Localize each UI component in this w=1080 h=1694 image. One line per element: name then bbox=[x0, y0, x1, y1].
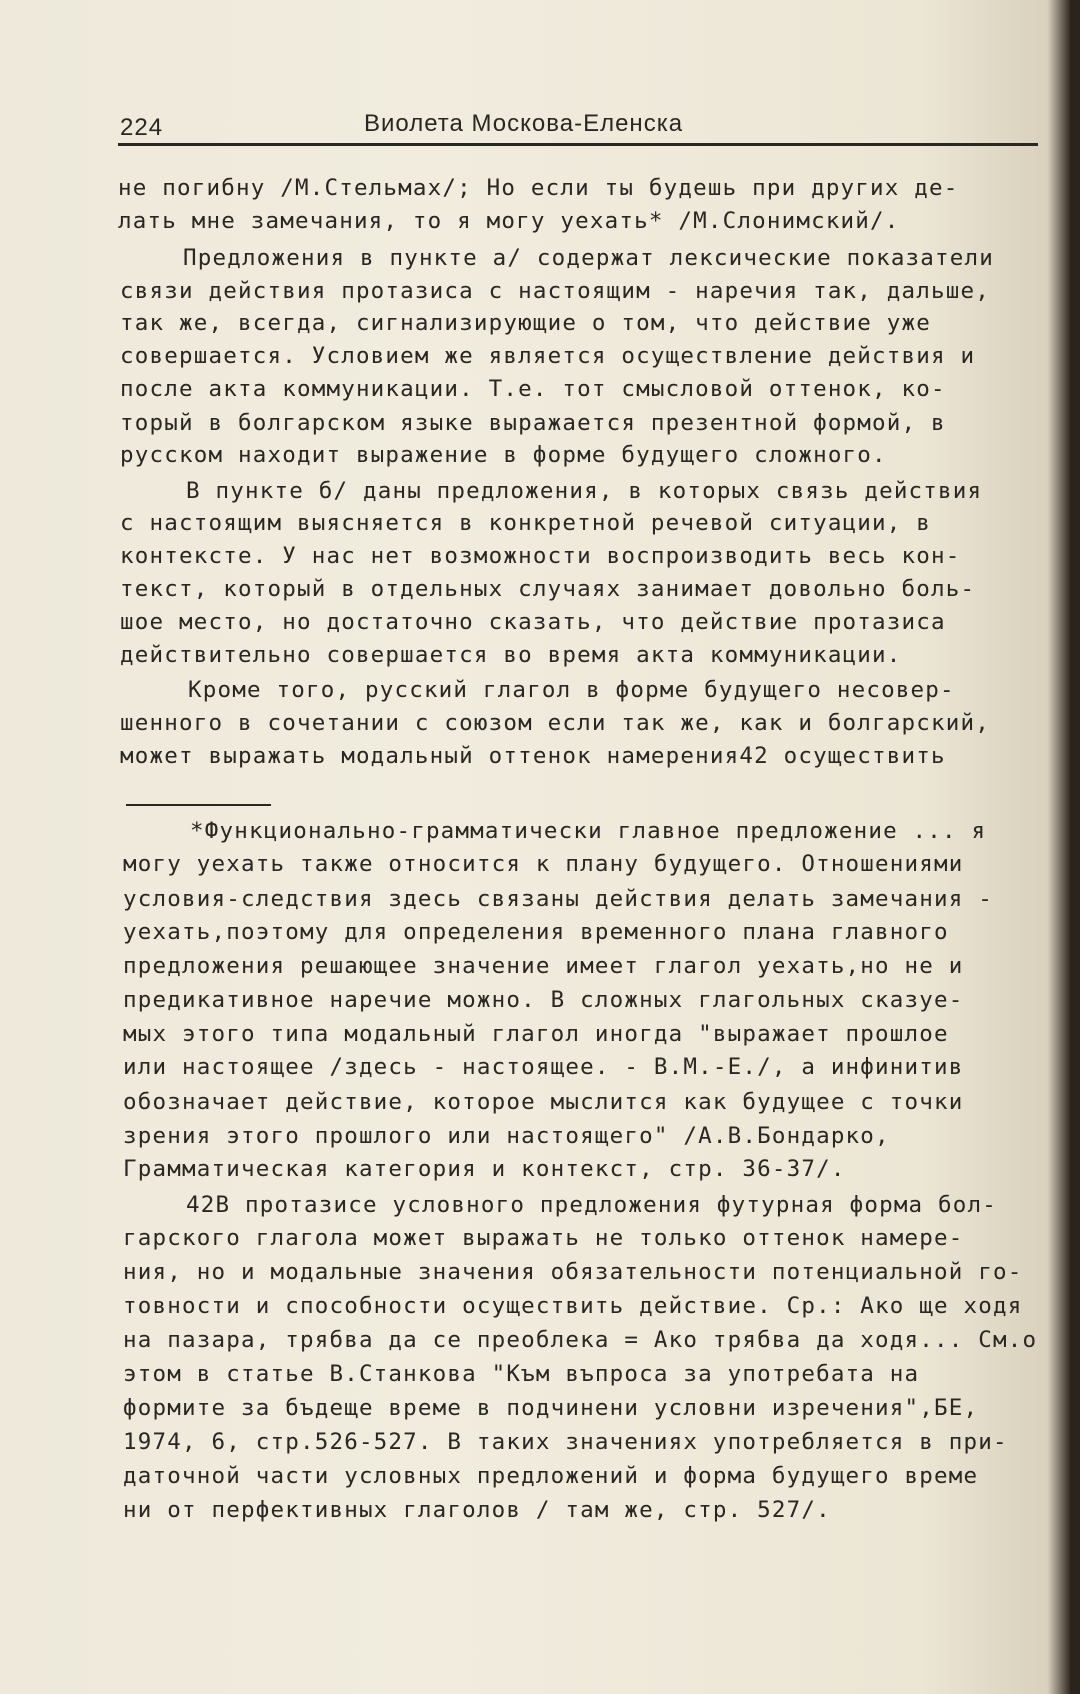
footnote-42-line: даточной части условных предложений и форма будущего време bbox=[123, 1463, 979, 1489]
body-text-line: лать мне замечания, то я могу уехать* /М.Слонимский/. bbox=[118, 208, 900, 234]
body-text-line: контексте. У нас нет возможности воспроизводить весь кон- bbox=[120, 543, 961, 569]
body-text-line: с настоящим выясняется в конкретной речевой ситуации, в bbox=[120, 510, 932, 536]
body-text-line: шое место, но достаточно сказать, что действие протазиса bbox=[120, 609, 946, 635]
body-text-line: текст, который в отдельных случаях занимает довольно боль- bbox=[120, 576, 976, 602]
footnote-star-line: или настоящее /здесь - настоящее. - В.М.-Е./, а инфинитив bbox=[123, 1054, 964, 1080]
running-head: Виолета Москова-Еленска bbox=[364, 110, 684, 137]
body-text-line: В пункте б/ даны предложения, в которых связь действия bbox=[186, 478, 983, 504]
body-text-line: не погибну /М.Стельмах/; Но если ты будешь при других де- bbox=[118, 175, 959, 201]
page-header bbox=[118, 108, 1038, 146]
footnote-42-line: ни от перфективных глаголов / там же, стр. 527/. bbox=[123, 1497, 831, 1523]
footnote-42-line: гарского глагола может выражать не только оттенок намере- bbox=[123, 1225, 964, 1251]
footnote-star-line: обозначает действие, которое мыслится как будущее с точки bbox=[123, 1089, 964, 1115]
body-text-line: может выражать модальный оттенок намерения42 осуществить bbox=[120, 743, 946, 769]
footnote-star-line: предикативное наречие можно. В сложных глагольных сказуе- bbox=[123, 987, 964, 1013]
footnote-star-line: Грамматическая категория и контекст, стр. 36-37/. bbox=[123, 1156, 846, 1182]
footnote-star-line: зрения этого прошлого или настоящего" /А.В.Бондарко, bbox=[123, 1123, 890, 1149]
footnote-star-line: условия-следствия здесь связаны действия делать замечания - bbox=[123, 886, 994, 912]
footnote-42-line: этом в статье В.Станкова "Към въпроса за употребата на bbox=[123, 1361, 920, 1387]
footnote-42-line: 42В протазисе условного предложения футурная форма бол- bbox=[186, 1192, 998, 1218]
book-spine-edge bbox=[1070, 0, 1080, 1694]
footnote-star-line: мых этого типа модальный глагол иногда "выражает прошлое bbox=[123, 1021, 949, 1047]
footnote-42-line: 1974, 6, стр.526-527. В таких значениях употребляется в при- bbox=[123, 1429, 1008, 1455]
page-number: 224 bbox=[120, 114, 164, 141]
body-text-line: действительно совершается во время акта коммуникации. bbox=[120, 642, 902, 668]
footnote-star-line: *Функционально-грамматически главное предложение ... я bbox=[190, 818, 987, 844]
body-text-line: так же, всегда, сигнализирующие о том, что действие уже bbox=[120, 310, 932, 336]
footnote-separator bbox=[126, 804, 271, 806]
footnote-42-line: на пазара, трябва да се преоблека = Ако трябва да ходя... См.о bbox=[123, 1327, 1038, 1353]
body-text-line: после акта коммуникации. Т.е. тот смысловой оттенок, ко- bbox=[120, 376, 946, 402]
footnote-star-line: могу уехать также относится к плану будущего. Отношениями bbox=[123, 851, 964, 877]
body-text-line: связи действия протазиса с настоящим - наречия так, дальше, bbox=[120, 278, 991, 304]
header-rule bbox=[118, 143, 1038, 146]
footnote-star-line: предложения решающее значение имеет глагол уехать,но не и bbox=[123, 953, 964, 979]
footnote-42-line: ния, но и модальные значения обязательности потенциальной го- bbox=[123, 1259, 1023, 1285]
body-text-line: шенного в сочетании с союзом если так же, как и болгарский, bbox=[120, 710, 991, 736]
footnote-42-line: формите за бъдеще време в подчинени условни изречения",БЕ, bbox=[123, 1395, 979, 1421]
body-text-line: торый в болгарском языке выражается презентной формой, в bbox=[120, 410, 946, 436]
body-text-line: Предложения в пункте а/ содержат лексические показатели bbox=[183, 245, 995, 271]
footnote-star-line: уехать,поэтому для определения временного плана главного bbox=[123, 919, 949, 945]
body-text-line: Кроме того, русский глагол в форме будущего несовер- bbox=[188, 677, 955, 703]
body-text-line: совершается. Условием же является осуществление действия и bbox=[120, 343, 976, 369]
body-text-line: русском находит выражение в форме будущего сложного. bbox=[120, 442, 887, 468]
footnote-42-line: товности и способности осуществить действие. Ср.: Ако ще ходя bbox=[123, 1293, 1023, 1319]
